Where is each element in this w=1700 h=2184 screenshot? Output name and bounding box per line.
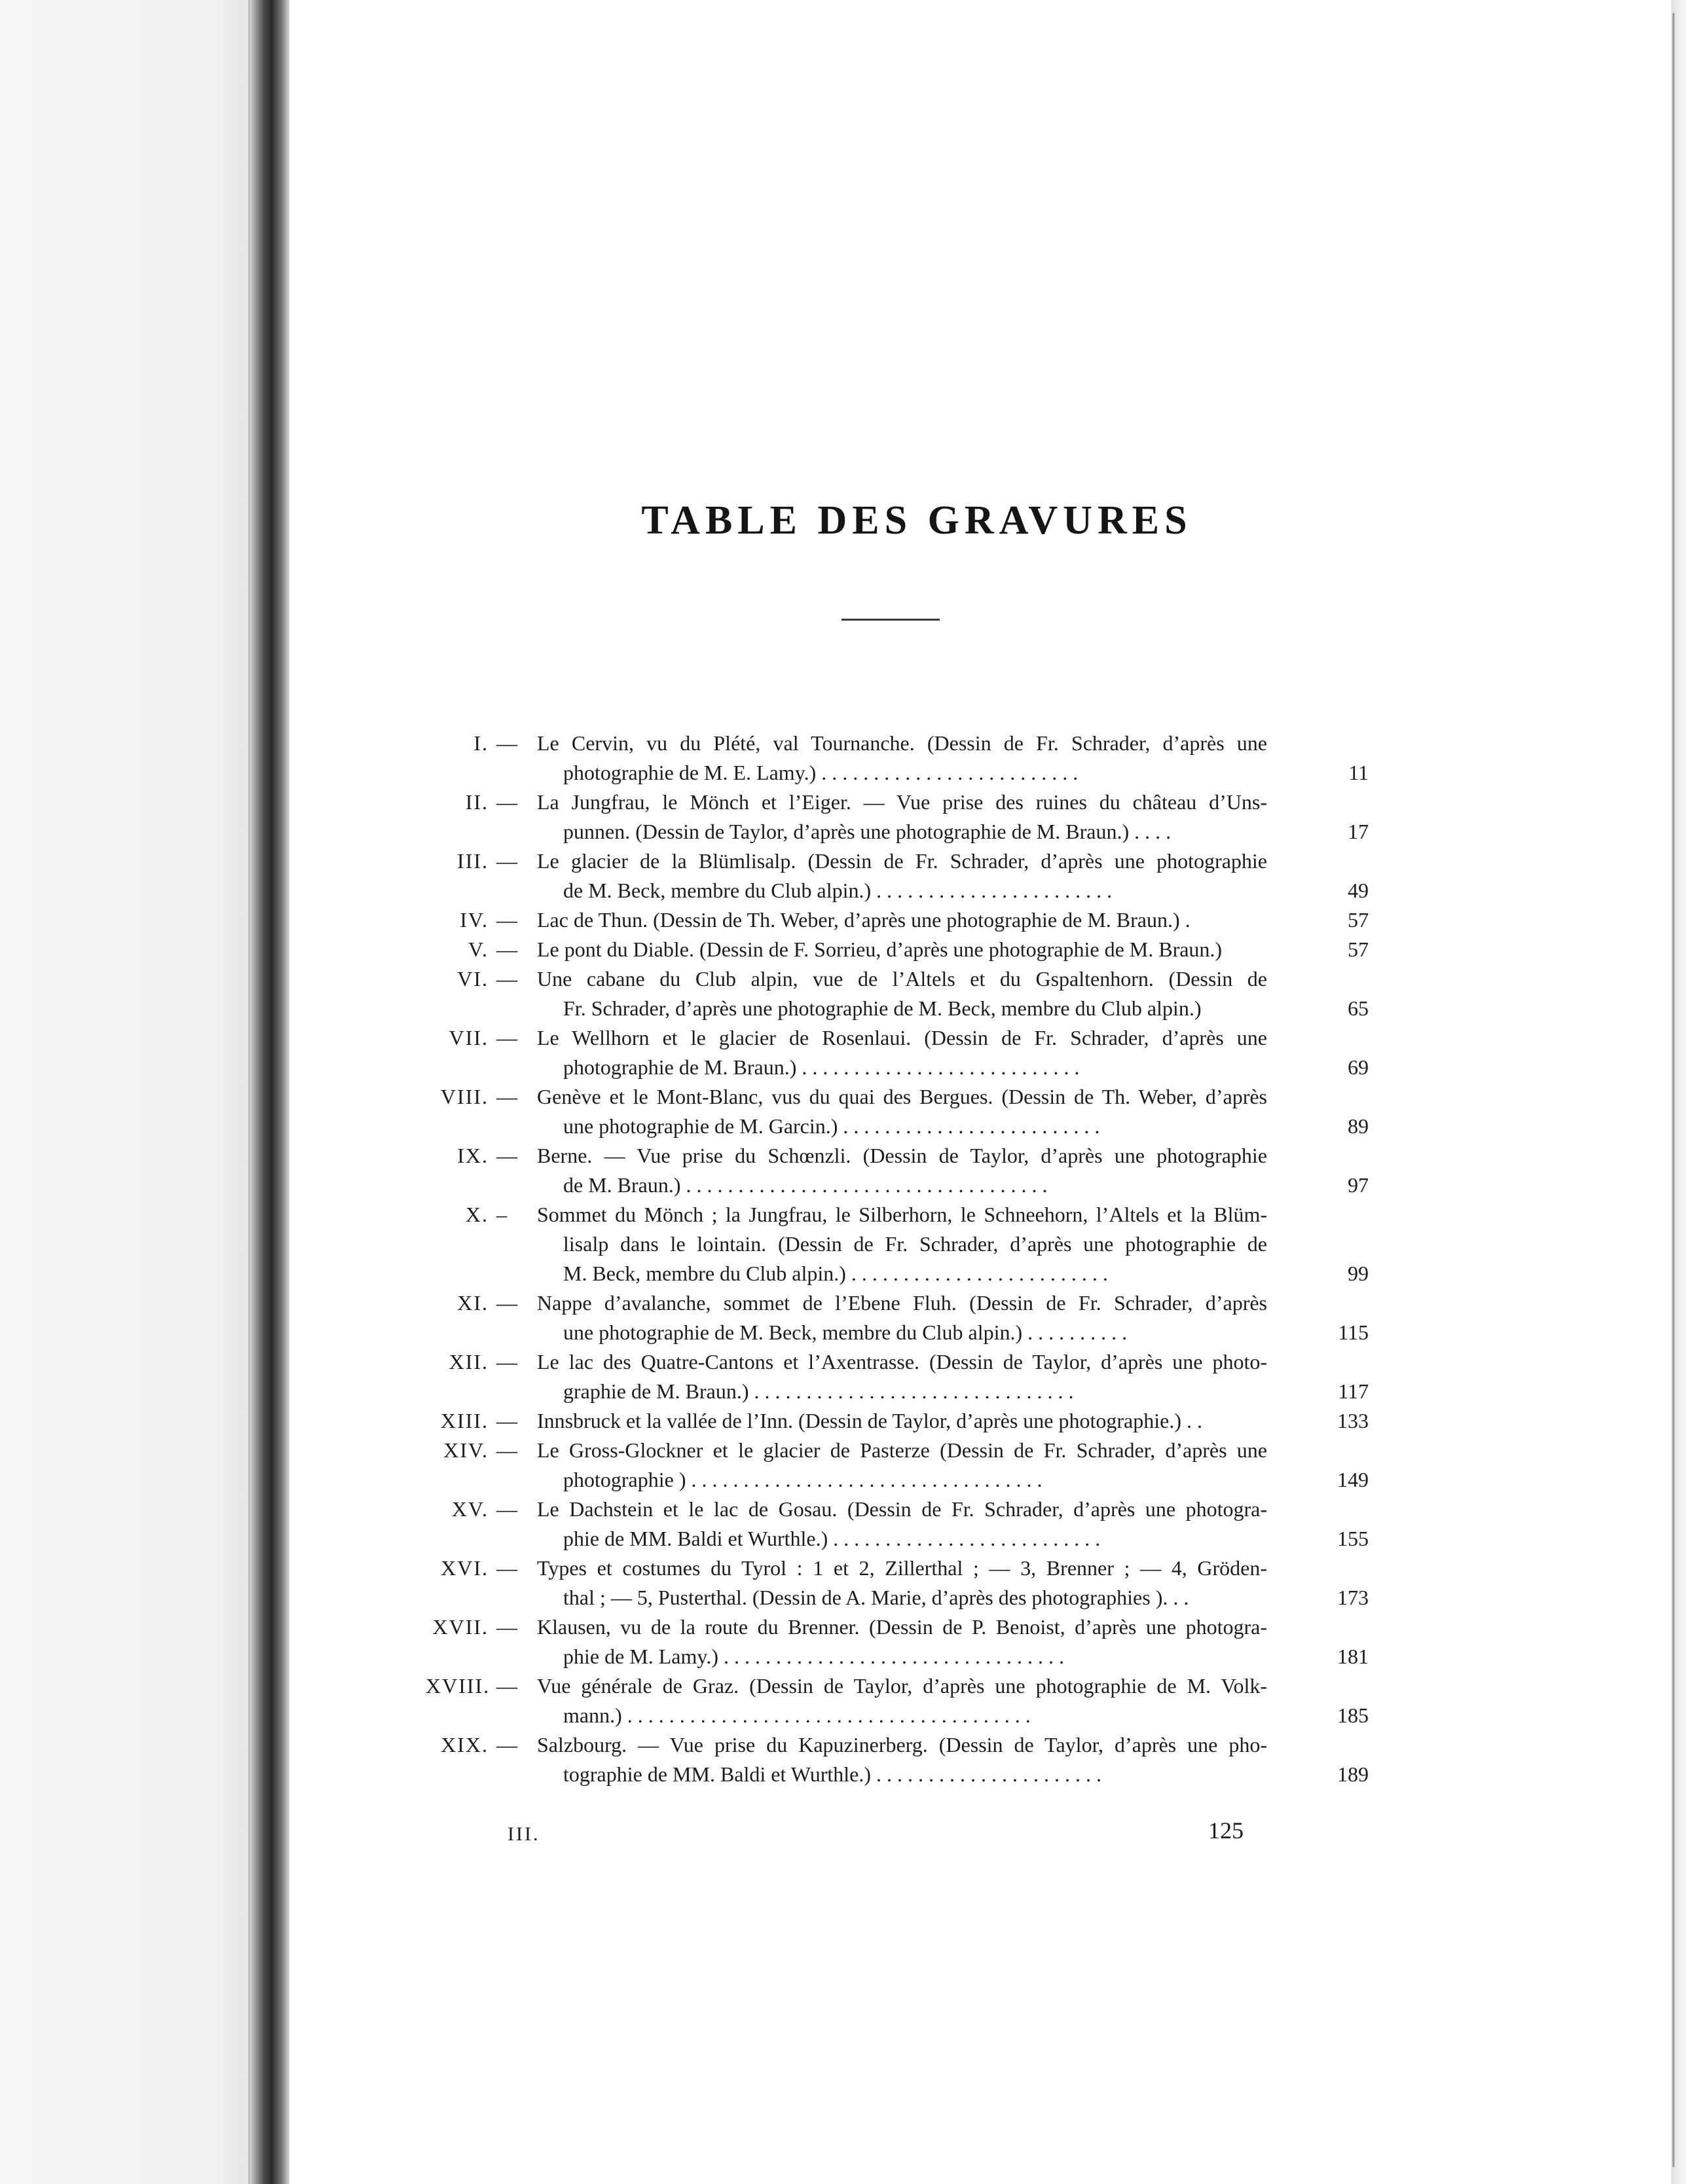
entry-number: XIII. <box>440 1409 489 1432</box>
entry-number: VII. <box>449 1026 489 1049</box>
entry-caption <box>537 1288 1267 1347</box>
entry-number: IV. <box>460 908 489 932</box>
entry-caption <box>537 1141 1267 1200</box>
entry-number: VI. <box>457 967 489 991</box>
entry-page-number: 185 <box>1337 1703 1369 1727</box>
entry-caption <box>537 846 1267 905</box>
entry-caption <box>537 1554 1267 1612</box>
entry-caption-line: La Jungfrau, le Mönch et l’Eiger. — Vue prise des ruines du château d’Uns- <box>537 790 1267 814</box>
entry-caption <box>537 1082 1267 1141</box>
entry-caption <box>537 1200 1267 1288</box>
page-title: TABLE DES GRAVURES <box>641 498 1192 543</box>
entry-caption-line: de M. Braun.) . . . . . . . . . . . . . . . . . . . . . . . . . . . . . . . . . . . <box>563 1173 1048 1197</box>
signature-mark: III. <box>508 1823 540 1845</box>
entry-caption-line: Le Cervin, vu du Plété, val Tournanche. (Dessin de Fr. Schrader, d’après une <box>537 731 1267 755</box>
toc-entry <box>426 846 1369 905</box>
right-edge-line <box>1672 13 1674 2167</box>
entry-number: VIII. <box>440 1085 489 1108</box>
entry-dash: — <box>496 849 517 873</box>
entry-dash: — <box>496 1615 517 1639</box>
entry-page-number: 149 <box>1337 1468 1369 1491</box>
entry-dash: – <box>496 1203 507 1226</box>
entry-caption-line: Klausen, vu de la route du Brenner. (Dessin de P. Benoist, d’après une photogra- <box>537 1615 1267 1639</box>
entry-dash: — <box>496 1291 517 1315</box>
title-rule <box>841 619 940 621</box>
entry-caption-line: thal ; — 5, Pusterthal. (Dessin de A. Marie, d’après des photographies ). . . <box>563 1586 1189 1609</box>
entry-dash: — <box>496 1026 517 1049</box>
entry-caption-line: graphie de M. Braun.) . . . . . . . . . . . . . . . . . . . . . . . . . . . . . . . <box>563 1379 1074 1403</box>
entry-caption-line: Berne. — Vue prise du Schœnzli. (Dessin de Taylor, d’après une photographie <box>537 1144 1267 1167</box>
entry-caption <box>537 1612 1267 1671</box>
entry-page-number: 65 <box>1348 996 1369 1020</box>
entry-dash: — <box>496 1438 517 1462</box>
toc-entry <box>426 1141 1369 1200</box>
toc-entry <box>426 729 1369 788</box>
entry-number: X. <box>465 1203 489 1226</box>
entry-caption <box>537 964 1267 1023</box>
toc-entry <box>426 905 1369 935</box>
entry-caption-line: Fr. Schrader, d’après une photographie de M. Beck, membre du Club alpin.) <box>563 996 1202 1020</box>
entry-caption-line: Lac de Thun. (Dessin de Th. Weber, d’après une photographie de M. Braun.) . <box>537 908 1191 932</box>
table-of-engravings <box>426 729 1369 1789</box>
toc-entry <box>426 788 1369 846</box>
entry-caption-line: Innsbruck et la vallée de l’Inn. (Dessin de Taylor, d’après une photographie.) . . <box>537 1409 1202 1432</box>
entry-dash: — <box>496 1556 517 1580</box>
entry-number: IX. <box>457 1144 489 1167</box>
toc-entry <box>426 1082 1369 1141</box>
toc-entry <box>426 1612 1369 1671</box>
toc-entry <box>426 935 1369 964</box>
entry-number: II. <box>465 790 489 814</box>
entry-page-number: 57 <box>1348 908 1369 932</box>
toc-entry <box>426 1347 1369 1406</box>
entry-caption-line: Salzbourg. — Vue prise du Kapuzinerberg. (Dessin de Taylor, d’après une pho- <box>537 1733 1267 1756</box>
toc-entry <box>426 1730 1369 1789</box>
entry-caption <box>537 1406 1267 1436</box>
entry-caption-line: M. Beck, membre du Club alpin.) . . . . . . . . . . . . . . . . . . . . . . . . . <box>563 1262 1108 1285</box>
entry-page-number: 173 <box>1337 1586 1369 1609</box>
page-number: 125 <box>1208 1817 1244 1844</box>
entry-page-number: 97 <box>1348 1173 1369 1197</box>
entry-caption-line: tographie de MM. Baldi et Wurthle.) . . . . . . . . . . . . . . . . . . . . . . <box>563 1762 1102 1786</box>
entry-number: XIV. <box>443 1438 489 1462</box>
entry-caption <box>537 1495 1267 1554</box>
entry-caption-line: photographie de M. Braun.) . . . . . . . . . . . . . . . . . . . . . . . . . . . <box>563 1055 1080 1079</box>
entry-caption <box>537 1671 1267 1730</box>
entry-caption-line: Vue générale de Graz. (Dessin de Taylor, d’après une photographie de M. Volk- <box>537 1674 1267 1698</box>
entry-caption-line: une photographie de M. Beck, membre du Club alpin.) . . . . . . . . . . <box>563 1320 1128 1344</box>
entry-caption <box>537 905 1267 935</box>
entry-page-number: 17 <box>1348 820 1369 843</box>
entry-dash: — <box>496 1674 517 1698</box>
entry-caption-line: Le Gross-Glockner et le glacier de Pasterze (Dessin de Fr. Schrader, d’après une <box>537 1438 1267 1462</box>
entry-page-number: 115 <box>1338 1320 1369 1344</box>
entry-caption <box>537 729 1267 788</box>
entry-caption-line: de M. Beck, membre du Club alpin.) . . . . . . . . . . . . . . . . . . . . . . . <box>563 879 1113 902</box>
entry-number: XV. <box>451 1497 489 1521</box>
toc-entry <box>426 1200 1369 1288</box>
entry-dash: — <box>496 967 517 991</box>
entry-number: XVIII. <box>426 1674 490 1698</box>
entry-dash: — <box>496 1350 517 1374</box>
entry-page-number: 155 <box>1337 1527 1369 1550</box>
toc-entry <box>426 1288 1369 1347</box>
entry-page-number: 57 <box>1348 937 1369 961</box>
entry-dash: — <box>496 1733 517 1756</box>
entry-page-number: 117 <box>1338 1379 1369 1403</box>
entry-caption <box>537 1023 1267 1082</box>
right-page-edge <box>1671 0 1700 2184</box>
entry-caption-line: lisalp dans le lointain. (Dessin de Fr. Schrader, d’après une photographie de <box>563 1232 1267 1256</box>
toc-entry <box>426 1406 1369 1436</box>
entry-caption-line: phie de MM. Baldi et Wurthle.) . . . . . . . . . . . . . . . . . . . . . . . . . . <box>563 1527 1101 1550</box>
toc-entry <box>426 964 1369 1023</box>
entry-number: I. <box>473 731 489 755</box>
entry-page-number: 99 <box>1348 1262 1369 1285</box>
entry-caption-line: Sommet du Mönch ; la Jungfrau, le Silberhorn, le Schneehorn, l’Altels et la Blüm- <box>537 1203 1267 1226</box>
entry-caption-line: Nappe d’avalanche, sommet de l’Ebene Fluh. (Dessin de Fr. Schrader, d’après <box>537 1291 1267 1315</box>
entry-caption <box>537 935 1267 964</box>
entry-number: XIX. <box>441 1733 489 1756</box>
entry-dash: — <box>496 1409 517 1432</box>
entry-caption-line: Genève et le Mont-Blanc, vus du quai des Bergues. (Dessin de Th. Weber, d’après <box>537 1085 1267 1108</box>
entry-caption-line: une photographie de M. Garcin.) . . . . . . . . . . . . . . . . . . . . . . . . . <box>563 1114 1100 1138</box>
entry-number: XVI. <box>441 1556 489 1580</box>
entry-page-number: 69 <box>1348 1055 1369 1079</box>
entry-caption <box>537 1730 1267 1789</box>
book-gutter <box>250 0 289 2184</box>
entry-caption-line: Une cabane du Club alpin, vue de l’Altels et du Gspaltenhorn. (Dessin de <box>537 967 1267 991</box>
entry-number: XI. <box>457 1291 489 1315</box>
entry-page-number: 133 <box>1337 1409 1369 1432</box>
entry-page-number: 11 <box>1348 761 1369 784</box>
entry-caption <box>537 788 1267 846</box>
entry-caption-line: Types et costumes du Tyrol : 1 et 2, Zillerthal ; — 3, Brenner ; — 4, Gröden- <box>537 1556 1267 1580</box>
entry-caption-line: Le glacier de la Blümlisalp. (Dessin de Fr. Schrader, d’après une photographie <box>537 849 1267 873</box>
entry-caption-line: phie de M. Lamy.) . . . . . . . . . . . . . . . . . . . . . . . . . . . . . . . . . <box>563 1645 1064 1668</box>
entry-caption-line: Le lac des Quatre-Cantons et l’Axentrasse. (Dessin de Taylor, d’après une photo- <box>537 1350 1267 1374</box>
entry-number: XVII. <box>432 1615 489 1639</box>
entry-caption-line: Le Dachstein et le lac de Gosau. (Dessin de Fr. Schrader, d’après une photogra- <box>537 1497 1267 1521</box>
entry-number: V. <box>468 937 489 961</box>
entry-dash: — <box>496 908 517 932</box>
toc-entry <box>426 1023 1369 1082</box>
entry-dash: — <box>496 1144 517 1167</box>
entry-page-number: 49 <box>1348 879 1369 902</box>
entry-caption-line: Le Wellhorn et le glacier de Rosenlaui. (Dessin de Fr. Schrader, d’après une <box>537 1026 1267 1049</box>
entry-dash: — <box>496 1497 517 1521</box>
entry-caption-line: punnen. (Dessin de Taylor, d’après une photographie de M. Braun.) . . . . <box>563 820 1172 843</box>
entry-caption-line: Le pont du Diable. (Dessin de F. Sorrieu, d’après une photographie de M. Braun.) <box>537 937 1223 961</box>
entry-caption <box>537 1436 1267 1495</box>
entry-dash: — <box>496 790 517 814</box>
entry-dash: — <box>496 937 517 961</box>
left-page-scan <box>0 0 250 2184</box>
entry-caption-line: mann.) . . . . . . . . . . . . . . . . . . . . . . . . . . . . . . . . . . . . . . . <box>563 1703 1031 1727</box>
entry-page-number: 181 <box>1337 1645 1369 1668</box>
entry-caption-line: photographie de M. E. Lamy.) . . . . . . . . . . . . . . . . . . . . . . . . . <box>563 761 1079 784</box>
entry-page-number: 189 <box>1337 1762 1369 1786</box>
entry-number: XII. <box>449 1350 489 1374</box>
entry-caption-line: photographie ) . . . . . . . . . . . . . . . . . . . . . . . . . . . . . . . . . . <box>563 1468 1043 1491</box>
toc-entry <box>426 1495 1369 1554</box>
entry-dash: — <box>496 731 517 755</box>
entry-dash: — <box>496 1085 517 1108</box>
entry-page-number: 89 <box>1348 1114 1369 1138</box>
toc-entry <box>426 1671 1369 1730</box>
entry-number: III. <box>457 849 489 873</box>
toc-entry <box>426 1554 1369 1612</box>
toc-entry <box>426 1436 1369 1495</box>
entry-caption <box>537 1347 1267 1406</box>
